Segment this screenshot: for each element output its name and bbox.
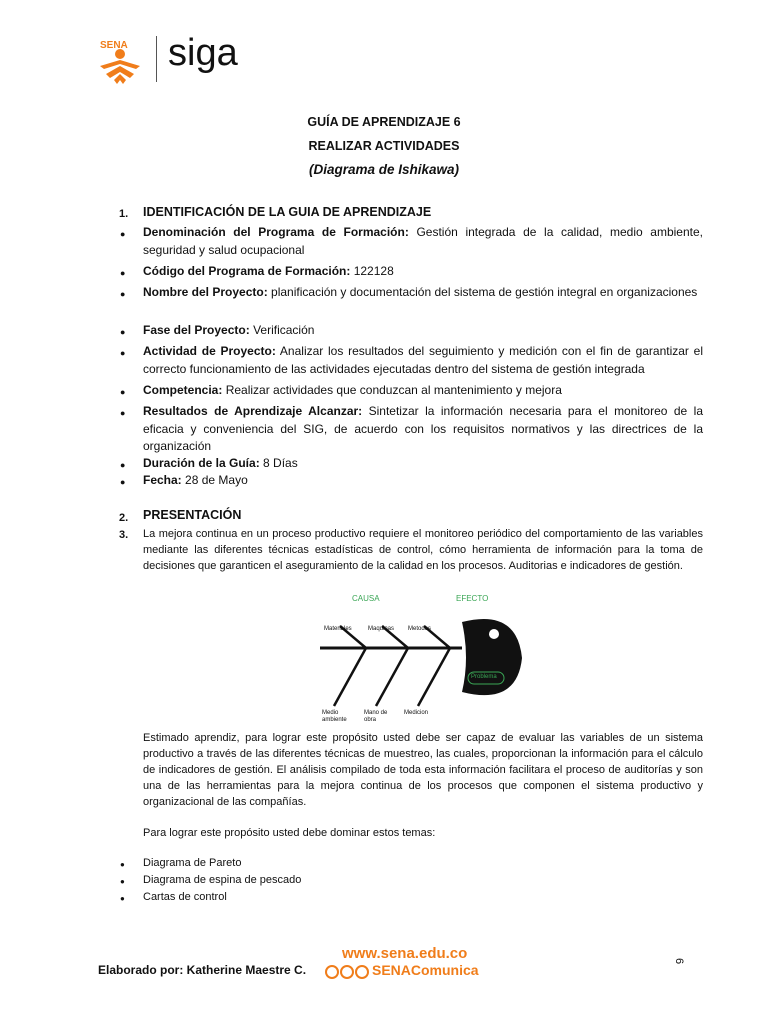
sena-logo [96,36,144,86]
bullet: ● [120,289,126,299]
logo-divider [156,36,157,82]
list-item: Denominación del Programa de Formación: Gestión integrada de la calidad, medio ambiente, seguridad y salud ocupacional [143,225,703,257]
section1-heading: IDENTIFICACIÓN DE LA GUIA DE APRENDIZAJE [143,205,432,219]
author-credit: Elaborado por: Katherine Maestre C. [98,963,307,977]
ishikawa-diagram [312,588,532,728]
bullet: ● [120,327,126,337]
body-paragraph: Estimado aprendiz, para lograr este propósito usted debe ser capaz de evaluar las variables de un sistema productivo a través de las diferentes técnicas de muestreo, las cuales, proporcionan la información para el cálculo de indicadores de gestión. El análisis compilado de toda esta información facilitara el proceso de auditorías y son una de las herramientas para la mejora continua de los procesos que componen el sistema productivo y organizacional de las compañías. [143,732,703,808]
bullet: ● [120,860,125,869]
list-item: Nombre del Proyecto: planificación y documentación del sistema de gestión integral en organizaciones [143,285,698,299]
topic-item: Diagrama de espina de pescado [143,874,302,886]
section3-number: 3. [119,529,129,541]
footer-url[interactable]: www.sena.edu.co [342,945,468,962]
section1-number: 1. [119,208,129,220]
section2-heading: PRESENTACIÓN [143,508,242,522]
bullet: ● [120,477,126,487]
section3-paragraph: La mejora continua en un proceso productivo requiere el monitoreo periódico del comportamiento de las variables mediante las diferentes técnicas estadísticas de control, cómo herramienta de información para la toma de decisiones que garanticen el aseguramiento de la calidad en los procesos. Auditorias e indicadores de gestión. [143,528,703,572]
fishbone-label-top: Metodos [408,626,432,632]
doc-subtitle: REALIZAR ACTIVIDADES [308,139,460,153]
list-item: Competencia: Realizar actividades que conduzcan al mantenimiento y mejora [143,383,562,397]
social-icons [325,964,375,980]
bullet: ● [120,348,126,358]
bullet: ● [120,460,126,470]
fishbone-label-bottom: Medio ambiente [322,710,347,723]
problem-label: Problema [471,674,497,680]
fishbone-label-top: Materiales [324,626,352,632]
bullet: ● [120,229,126,239]
fishbone-label-bottom: Mano de obra [364,710,388,723]
causa-label: CAUSA [352,594,380,603]
page-number: 6 [673,957,686,965]
topic-item: Cartas de control [143,891,227,903]
topic-item: Diagrama de Pareto [143,857,242,869]
list-item: Duración de la Guía: 8 Días [143,456,298,470]
body-paragraph-topics-intro: Para lograr este propósito usted debe dominar estos temas: [143,827,436,839]
sena-wordmark: SENA [100,40,128,51]
doc-subtitle-italic: (Diagrama de Ishikawa) [308,162,460,177]
list-item: Resultados de Aprendizaje Alcanzar: Sintetizar la información necesaria para el monitoreo de la eficacia y conveniencia del SIG, de acuerdo con los requisitos normativos y las directrices de la organización [143,404,703,453]
siga-logo: siga [168,32,238,74]
bullet: ● [120,408,126,418]
bullet: ● [120,268,126,278]
section2-number: 2. [119,512,129,524]
bullet: ● [120,894,125,903]
list-item: Fase del Proyecto: Verificación [143,323,315,337]
list-item: Código del Programa de Formación: 122128 [143,264,394,278]
list-item: Fecha: 28 de Mayo [143,473,248,487]
fishbone-label-top: Maquinas [368,626,395,632]
bullet: ● [120,877,125,886]
list-item: Actividad de Proyecto: Analizar los resultados del seguimiento y medición con el fin de garantizar el correcto funcionamiento de las actividades ejecutadas dentro del sistema de gestión integrada [143,344,704,376]
footer-social[interactable]: SENAComunica [372,962,479,978]
fishbone-label-bottom: Medicion [404,710,429,716]
doc-title: GUÍA DE APRENDIZAJE 6 [307,115,461,129]
efecto-label: EFECTO [456,594,489,603]
bullet: ● [120,387,126,397]
